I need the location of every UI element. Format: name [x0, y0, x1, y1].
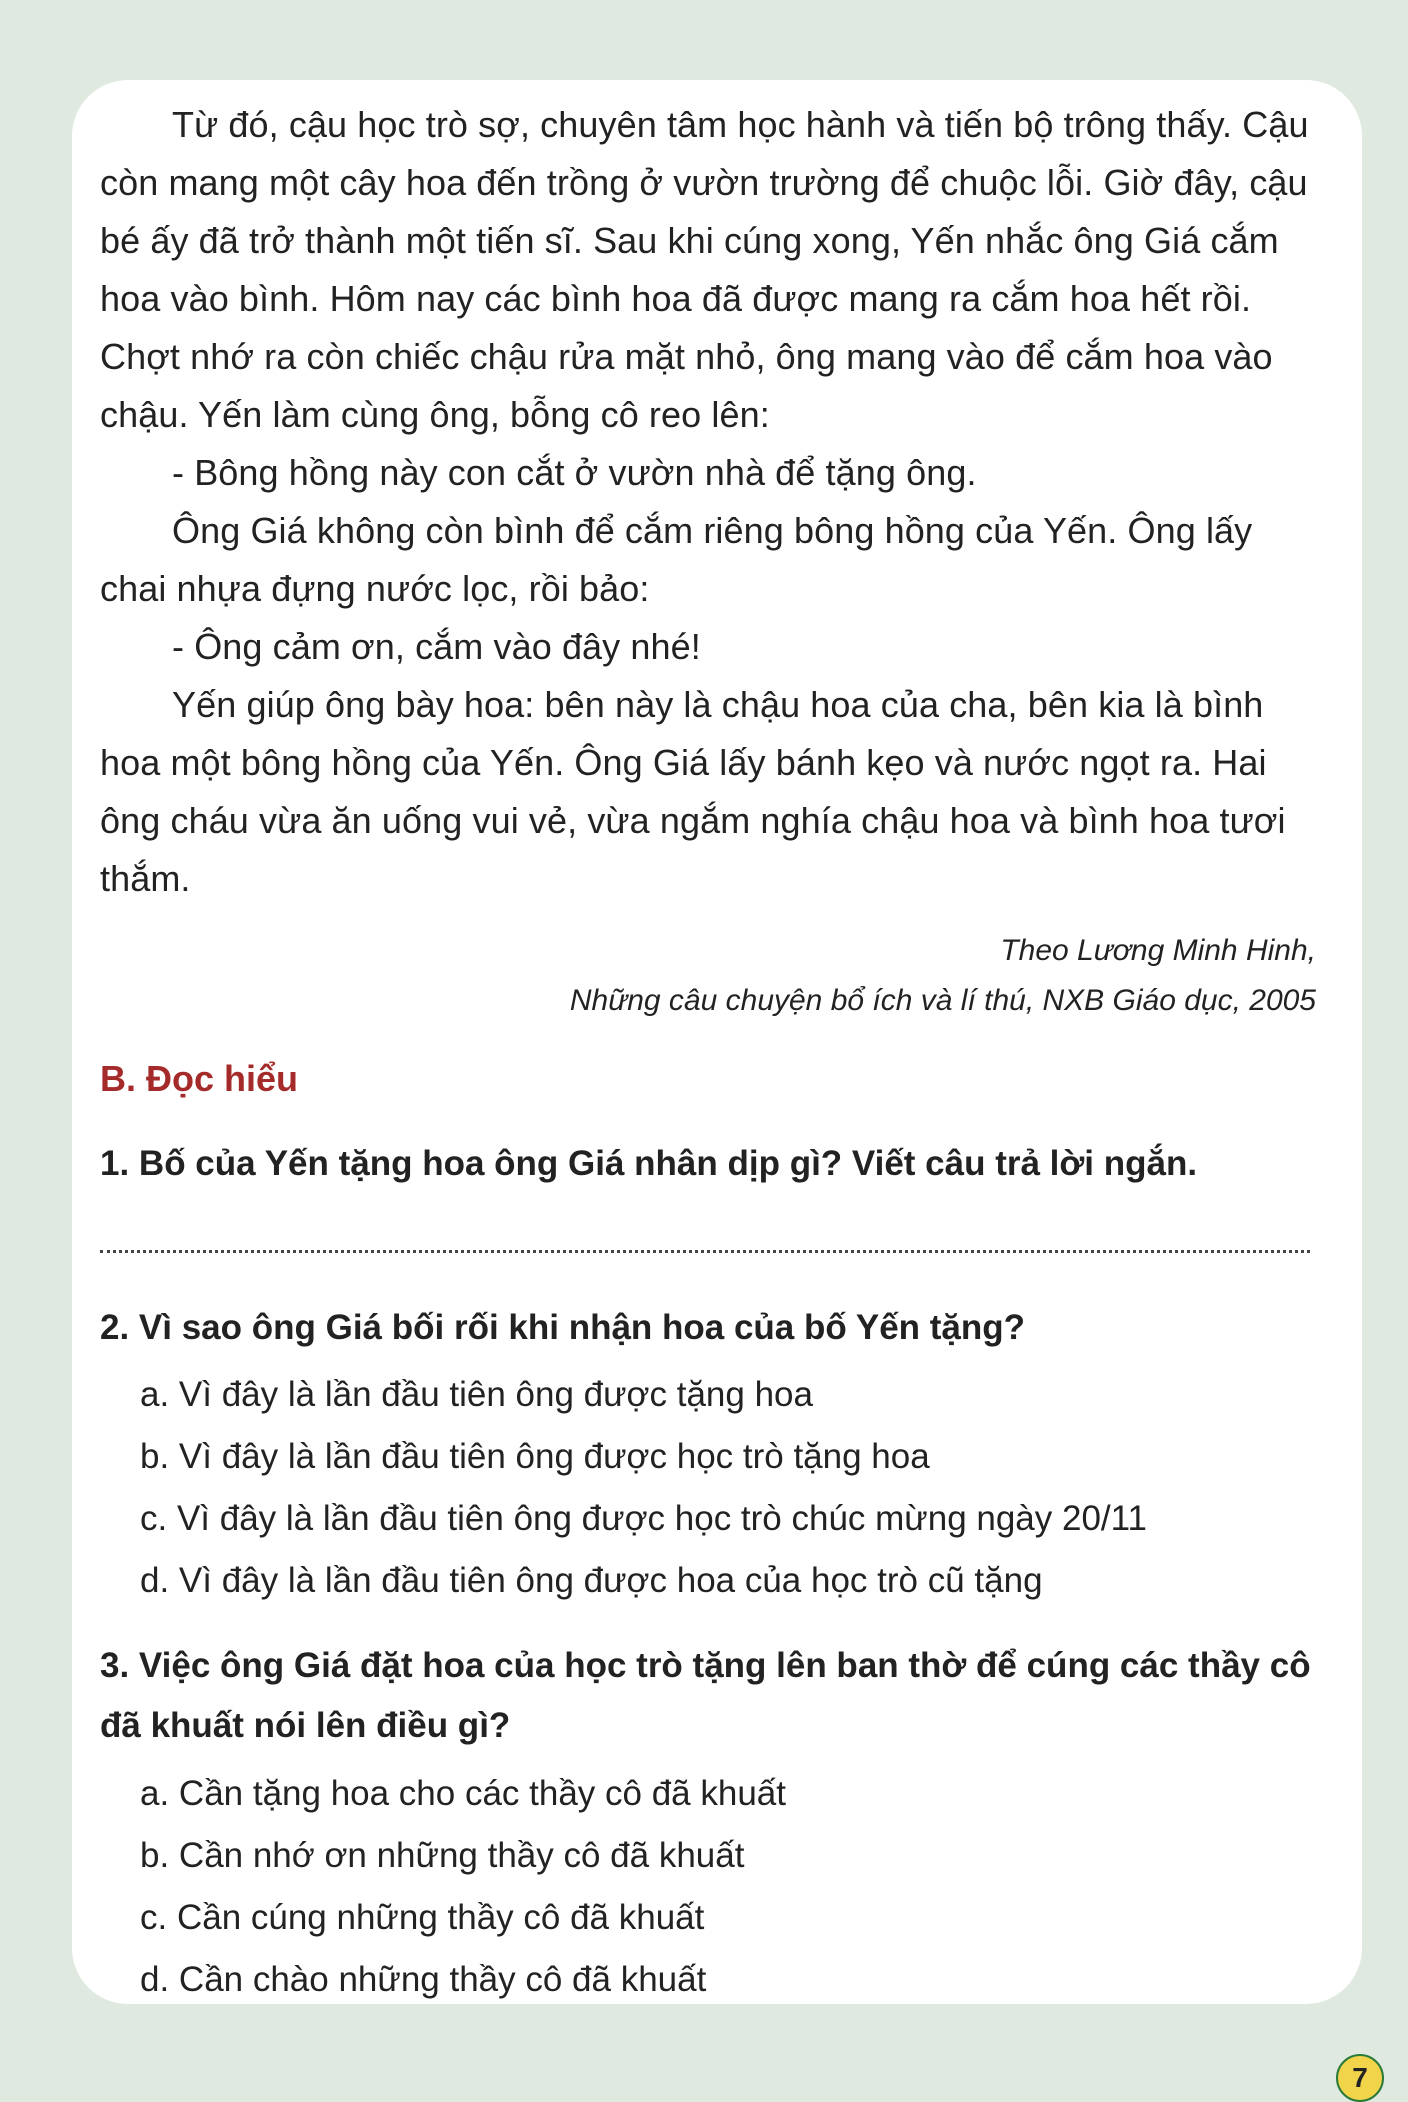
question-3: 3. Việc ông Giá đặt hoa của học trò tặng lên ban thờ để cúng các thầy cô đã khuất nói lên điều gì? — [100, 1646, 1311, 1745]
question-2-option-b[interactable]: b. Vì đây là lần đầu tiên ông được học trò tặng hoa — [140, 1437, 930, 1476]
attribution-author: Theo Lương Minh Hinh, — [1000, 934, 1316, 967]
question-2-option-c[interactable]: c. Vì đây là lần đầu tiên ông được học trò chúc mừng ngày 20/11 — [140, 1499, 1147, 1538]
question-2-option-d[interactable]: d. Vì đây là lần đầu tiên ông được hoa của học trò cũ tặng — [140, 1561, 1043, 1600]
attribution-source: Những câu chuyện bổ ích và lí thú, NXB Giáo dục, 2005 — [569, 984, 1316, 1017]
page-number: 7 — [1336, 2054, 1384, 2102]
question-2-options — [140, 1364, 1147, 1612]
question-2-option-a[interactable]: a. Vì đây là lần đầu tiên ông được tặng hoa — [140, 1375, 813, 1414]
answer-line[interactable] — [100, 1250, 1310, 1253]
question-3-option-d[interactable]: d. Cần chào những thầy cô đã khuất — [140, 1960, 707, 1999]
story-paragraph-2: - Bông hồng này con cắt ở vườn nhà để tặng ông. — [172, 452, 977, 493]
question-1: 1. Bố của Yến tặng hoa ông Giá nhân dịp gì? Viết câu trả lời ngắn. — [100, 1144, 1198, 1183]
story-paragraph-1: Từ đó, cậu học trò sợ, chuyên tâm học hành và tiến bộ trông thấy. Cậu còn mang một cây hoa đến trồng ở vườn trường để chuộc lỗi. Giờ đây, cậu bé ấy đã trở thành một tiến sĩ. Sau khi cúng xong, Yến nhắc ông Giá cắm hoa vào bình. Hôm nay các bình hoa đã được mang ra cắm hoa hết rồi. Chợt nhớ ra còn chiếc chậu rửa mặt nhỏ, ông mang vào để cắm hoa vào chậu. Yến làm cùng ông, bỗng cô reo lên: — [100, 104, 1309, 435]
section-heading: B. Đọc hiểu — [100, 1058, 299, 1099]
story-text — [100, 96, 1320, 908]
story-paragraph-4: - Ông cảm ơn, cắm vào đây nhé! — [172, 626, 701, 667]
story-paragraph-3: Ông Giá không còn bình để cắm riêng bông hồng của Yến. Ông lấy chai nhựa đựng nước lọc, rồi bảo: — [100, 510, 1253, 609]
question-3-option-b[interactable]: b. Cần nhớ ơn những thầy cô đã khuất — [140, 1836, 745, 1875]
attribution — [570, 926, 1316, 1026]
question-3-option-a[interactable]: a. Cần tặng hoa cho các thầy cô đã khuất — [140, 1774, 786, 1813]
story-paragraph-5: Yến giúp ông bày hoa: bên này là chậu hoa của cha, bên kia là bình hoa một bông hồng của Yến. Ông Giá lấy bánh kẹo và nước ngọt ra. Hai ông cháu vừa ăn uống vui vẻ, vừa ngắm nghía chậu hoa và bình hoa tươi thắm. — [100, 684, 1286, 899]
question-2: 2. Vì sao ông Giá bối rối khi nhận hoa của bố Yến tặng? — [100, 1308, 1026, 1347]
question-3-option-c[interactable]: c. Cần cúng những thầy cô đã khuất — [140, 1898, 705, 1937]
question-3-options — [140, 1763, 786, 2011]
